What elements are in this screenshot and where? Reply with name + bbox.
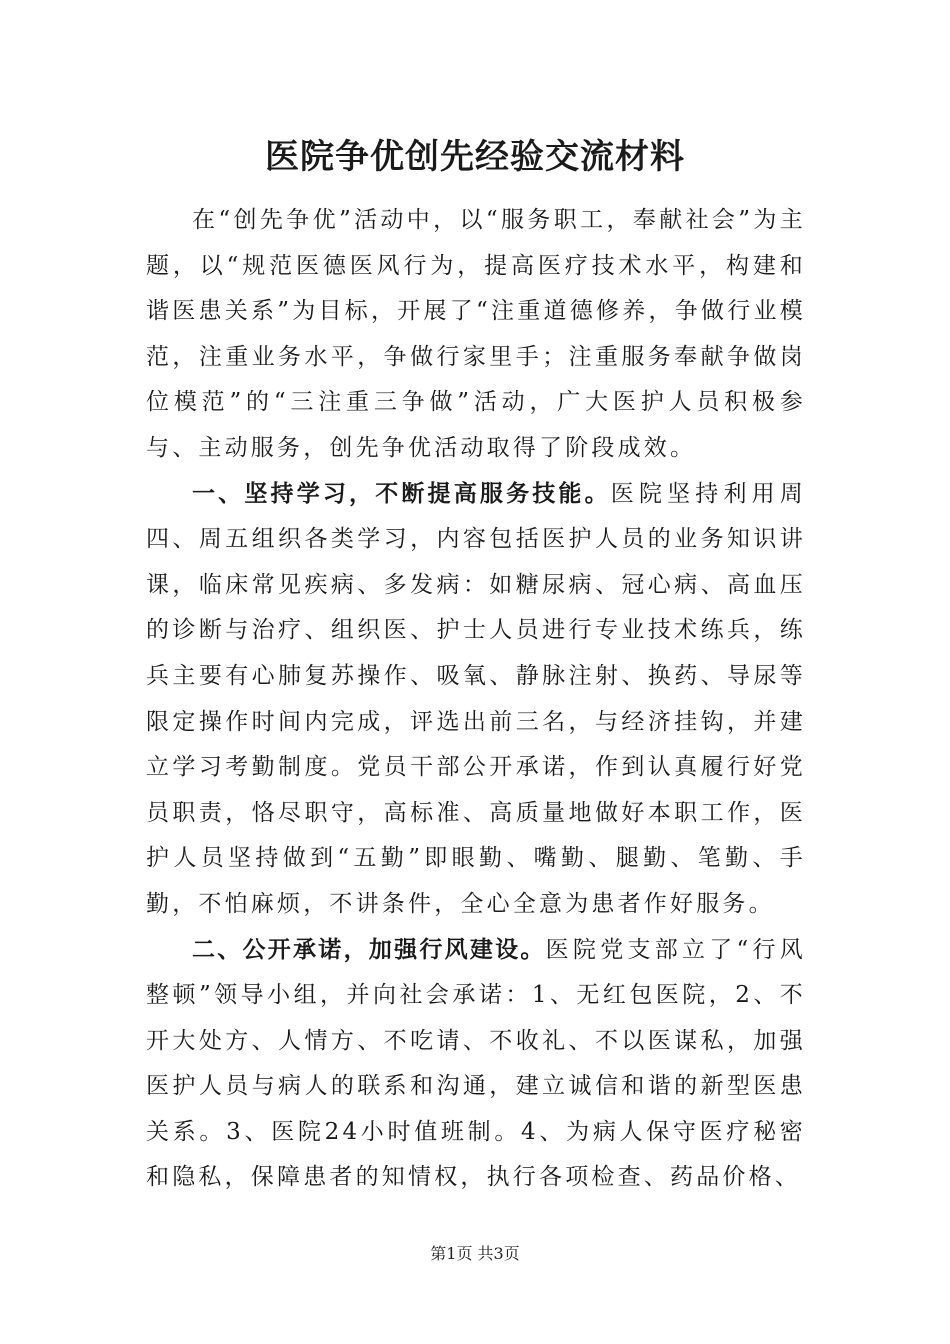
document-body bbox=[146, 198, 806, 1201]
paragraph-text: 在“创先争优”活动中，以“服务职工，奉献社会”为主题，以“规范医德医风行为，提高医疗技术水平，构建和谐医患关系”为目标，开展了“注重道德修养，争做行业模范，注重业务水平，争做行家里手；注重服务奉献争做岗位模范”的“三注重三争做”活动，广大医护人员积极参与、主动服务，创先争优活动取得了阶段成效。 bbox=[146, 207, 806, 461]
document-title: 医院争优创先经验交流材料 bbox=[265, 137, 685, 177]
paragraph-text: 医院党支部立了“行风整顿”领导小组，并向社会承诺：1、无红包医院，2、不开大处方、人情方、不吃请、不收礼、不以医谋私，加强医护人员与病人的联系和沟通，建立诚信和谐的新型医患关系。3、医院24小时值班制。4、为病人保守医疗秘密和隐私，保障患者的知情权，执行各项检查、药品价格、 bbox=[146, 936, 806, 1191]
paragraph-heading: 二、公开承诺，加强行风建设。 bbox=[192, 936, 546, 963]
paragraph-intro bbox=[146, 198, 806, 472]
paragraph-heading: 一、坚持学习，不断提高服务技能。 bbox=[192, 480, 611, 507]
paragraph-section-1 bbox=[146, 472, 806, 928]
page-footer: 第1页 共3页 bbox=[430, 1244, 520, 1263]
paragraph-text: 医院坚持利用周四、周五组织各类学习，内容包括医护人员的业务知识讲课，临床常见疾病、多发病：如糖尿病、冠心病、高血压的诊断与治疗、组织医、护士人员进行专业技术练兵，练兵主要有心肺复苏操作、吸氧、静脉注射、换药、导尿等限定操作时间内完成，评选出前三名，与经济挂钩，并建立学习考勤制度。党员干部公开承诺，作到认真履行好党员职责，恪尽职守，高标准、高质量地做好本职工作，医护人员坚持做到“五勤”即眼勤、嘴勤、腿勤、笔勤、手勤，不怕麻烦，不讲条件，全心全意为患者作好服务。 bbox=[146, 480, 806, 917]
paragraph-section-2 bbox=[146, 928, 806, 1202]
